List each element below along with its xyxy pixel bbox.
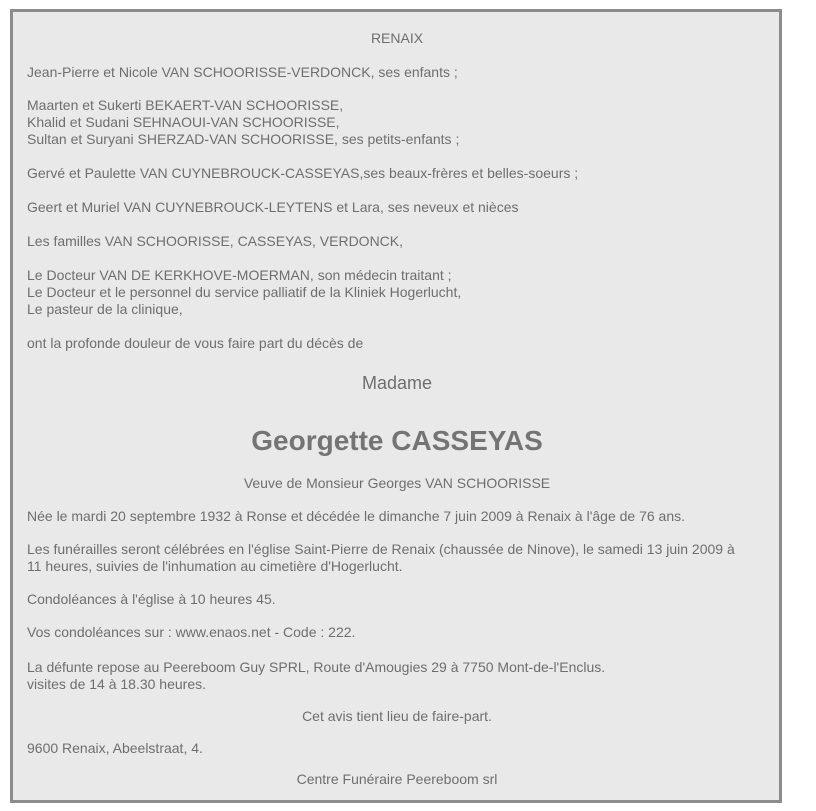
grandchild-line: Maarten et Sukerti BEKAERT-VAN SCHOORISSE, <box>27 97 344 113</box>
grandchild-line: Khalid et Sudani SEHNAOUI-VAN SCHOORISSE, <box>27 114 340 130</box>
condolences-online-line: Vos condoléances sur : www.enaos.net - Code : 222. <box>27 624 356 640</box>
deceased-title: Madame <box>361 373 433 393</box>
deceased-name: Georgette CASSEYAS <box>251 425 543 456</box>
care-line: Le pasteur de la clinique, <box>27 301 183 317</box>
obituary-notice <box>10 9 782 803</box>
children-line: Jean-Pierre et Nicole VAN SCHOORISSE-VERDONCK, ses enfants ; <box>27 64 458 80</box>
care-line: Le Docteur et le personnel du service palliatif de la Kliniek Hogerlucht, <box>27 284 462 300</box>
care-line: Le Docteur VAN DE KERKHOVE-MOERMAN, son médecin traitant ; <box>27 267 452 283</box>
funeral-line: 11 heures, suivies de l'inhumation au cimetière d'Hogerlucht. <box>27 558 403 574</box>
city-heading: RENAIX <box>370 30 424 46</box>
families-line: Les familles VAN SCHOORISSE, CASSEYAS, VERDONCK, <box>27 233 404 249</box>
address-line: 9600 Renaix, Abeelstraat, 4. <box>27 740 203 756</box>
funeral-home-line: Centre Funéraire Peereboom srl <box>296 771 498 787</box>
rest-line: La défunte repose au Peereboom Guy SPRL, Route d'Amougies 29 à 7750 Mont-de-l'Enclus. <box>27 659 606 675</box>
grandchild-line: Sultan et Suryani SHERZAD-VAN SCHOORISSE, ses petits-enfants ; <box>27 131 460 147</box>
in-laws-line: Gervé et Paulette VAN CUYNEBROUCK-CASSEYAS,ses beaux-frères et belles-soeurs ; <box>27 165 579 181</box>
condolences-church-line: Condoléances à l'église à 10 heures 45. <box>27 591 276 607</box>
birth-death-line: Née le mardi 20 septembre 1932 à Ronse et décédée le dimanche 7 juin 2009 à Renaix à l'âge de 76 ans. <box>27 508 685 524</box>
nephews-line: Geert et Muriel VAN CUYNEBROUCK-LEYTENS et Lara, ses neveux et nièces <box>27 199 519 215</box>
funeral-line: Les funérailles seront célébrées en l'église Saint-Pierre de Renaix (chaussée de Ninove), le samedi 13 juin 2009 à <box>27 541 735 557</box>
announcement-line: ont la profonde douleur de vous faire part du décès de <box>27 335 364 351</box>
notice-line: Cet avis tient lieu de faire-part. <box>302 708 492 724</box>
rest-line: visites de 14 à 18.30 heures. <box>27 676 207 692</box>
widow-of-line: Veuve de Monsieur Georges VAN SCHOORISSE <box>243 475 551 491</box>
